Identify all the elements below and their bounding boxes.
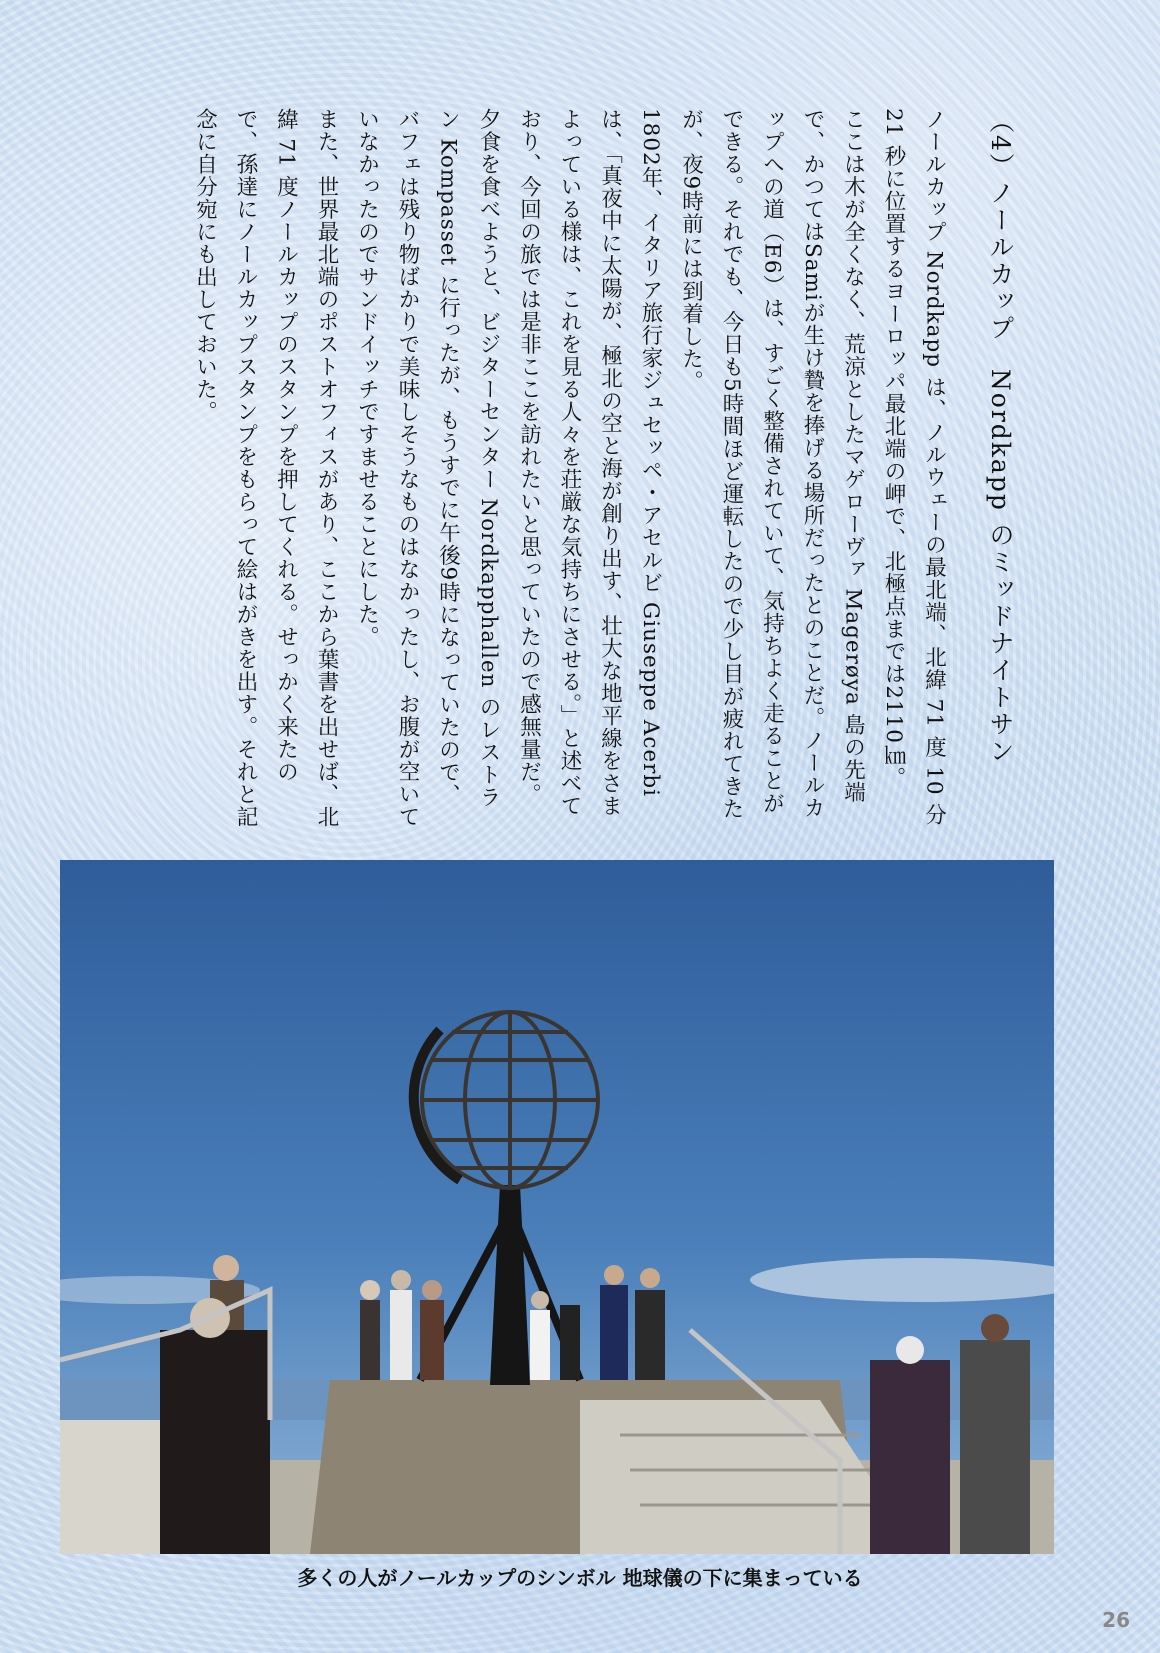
paragraph-3: 1802年、イタリア旅行家ジュセッペ・アセルビ Giuseppe Acerbi は、「真夜中に太陽が、極北の空と海が創り出す、壮大な地平線をさまよっている様は、これを見る人々を荘厳な気持ちにさせる。」と述べており、今回の旅では是非ここを訪れたいと思っていたので感無量だ。 bbox=[516, 108, 663, 818]
paragraph-2: ここは木が全くなく、荒涼としたマゲローヴァ Magerøya 島の先端で、かつてはSamiが生け贄を捧げる場所だったとのことだ。ノールカップへの道（E6）は、すごく整備されていて、気持ちよく走ることができる。それでも、今日も5時間ほど運転したので少し目が疲れてきたが、夜9時前には到着した。 bbox=[678, 108, 866, 821]
section-heading: （4）ノールカップ Nordkapp のミッドナイトサン bbox=[986, 108, 1015, 765]
paragraph-5: また、世界最北端のポストオフィスがあり、ここから葉書を出せば、北緯 71 度ノールカップのスタンプを押してくれる。せっかく来たので、孫達にノールカップスタンプをもらって絵はがきを出す。それと記念に自分宛にも出しておいた。 bbox=[192, 108, 339, 828]
article-body bbox=[150, 108, 1020, 828]
nordkapp-globe-photo bbox=[60, 860, 1054, 1554]
photo-illustration bbox=[60, 860, 1054, 1554]
paragraph-4: 夕食を食べようと、ビジターセンター Nordkapphallen のレストラン Kompasset に行ったが、もうすでに午後9時になっていたので、バフェは残り物ばかりで美味しそうなものはなかったし、お腹が空いていなかったのでサンドイッチですませることにした。 bbox=[354, 108, 501, 828]
paragraph-1: ノールカップ Nordkapp は、ノルウェーの最北端、北緯 71 度 10 分 21 秒に位置するヨーロッパ最北端の岬で、北極点までは2110㎞。 bbox=[881, 108, 947, 826]
photo-caption: 多くの人がノールカップのシンボル 地球儀の下に集まっている bbox=[297, 1566, 863, 1590]
page-number: 26 bbox=[1102, 1608, 1130, 1632]
